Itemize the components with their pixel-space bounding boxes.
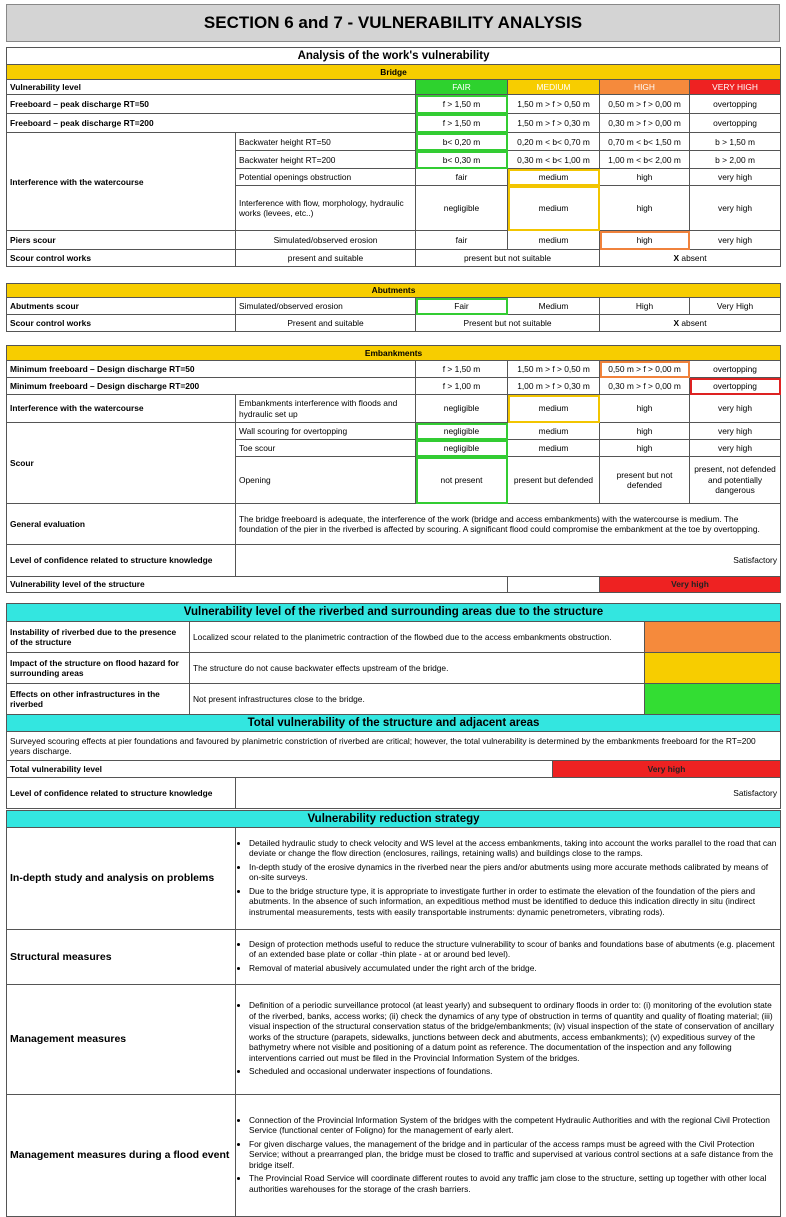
flow-label: Interference with flow, morphology, hydraulic works (levees, etc..) — [236, 186, 416, 231]
total-text: Surveyed scouring effects at pier foundations and favoured by planimetric constriction of riverbed are critical; however, the total vulnerability is determined by the embankments freeboard for the RT=200 years discharge. — [7, 732, 781, 761]
min200-high: 0,30 m > f > 0,00 m — [600, 378, 690, 395]
emb-interference-high: high — [600, 395, 690, 423]
level-high: HIGH — [600, 80, 690, 95]
piers-very-high: very high — [690, 231, 781, 250]
freeboard50-high: 0,50 m > f > 0,00 m — [600, 95, 690, 114]
strategy-flood-label: Management measures during a flood event — [7, 1095, 236, 1217]
freeboard200-medium: 1,50 m > f > 0,30 m — [508, 114, 600, 133]
backwater200-high: 1,00 m < b< 2,00 m — [600, 151, 690, 169]
piers-medium: medium — [508, 231, 600, 250]
strategy-management-bullet: • Definition of a periodic surveillance protocol (at least yearly) and subsequent to ordinary floods in order to: (i) monitoring of the evolution state of the riverbed, banks, access works; (ii) check the dynamics of any type of obstruction in terms of quantity and quality of floating material; (iii) visual inspection of the structural conservation status of the bridge/embankments; (iv) visual inspection of the state of conservation of ancillary works of the structure (parapets, sidewalks, junctions between deck and abutments, access embankments); (v) expeditious survey of the bathymetry where not visible and positioning of a datum point as reference. The documentation of the inspection and any following interventions carried out must be filed in the Provincial Information System of the bridges. — [249, 1000, 777, 1063]
strategy-flood-content — [236, 1095, 781, 1217]
abutments-very-high: Very High — [690, 298, 781, 315]
strategy-management-label: Management measures — [7, 985, 236, 1095]
freeboard50-fair: f > 1,50 m — [416, 95, 508, 114]
abutments-header: Abutments — [7, 284, 781, 298]
min200-very-high: overtopping — [690, 378, 781, 395]
emb-interference-very-high: very high — [690, 395, 781, 423]
min200-label: Minimum freeboard – Design discharge RT=200 — [7, 378, 416, 395]
abutments-high: High — [600, 298, 690, 315]
strategy-study-bullet: • Due to the bridge structure type, it is appropriate to investigate further in order to estimate the elevation of the foundation of the piers and abutments. In the absence of such information, an expeditious method must be identified to deduce this indication directly in situ (indirect instrumental measurements, tests with easily transportable instruments: dynamic penetrometers, vibrating rods). — [249, 886, 777, 918]
toe-very-high: very high — [690, 440, 781, 457]
riverbed-effects-label: Effects on other infrastructures in the riverbed — [7, 684, 190, 715]
min50-medium: 1,50 m > f > 0,50 m — [508, 361, 600, 378]
total-confidence-value: Satisfactory — [236, 778, 781, 809]
openings-fair: fair — [416, 169, 508, 186]
flow-very-high: very high — [690, 186, 781, 231]
abutments-scour-sub: Simulated/observed erosion — [236, 298, 416, 315]
strategy-structural-content — [236, 930, 781, 985]
strategy-structural-bullet: • Removal of material abusively accumulated under the right arch of the bridge. — [249, 963, 777, 974]
emb-interference-fair: negligible — [416, 395, 508, 423]
strategy-study-bullet: • In-depth study of the erosive dynamics in the riverbed near the piers and/or abutments using more accurate methods calibrated by means of on-site surveys. — [249, 862, 777, 883]
opening-label: Opening — [236, 457, 416, 504]
freeboard200-high: 0,30 m > f > 0,00 m — [600, 114, 690, 133]
piers-fair: fair — [416, 231, 508, 250]
riverbed-effects-text: Not present infrastructures close to the bridge. — [190, 684, 645, 715]
strategy-management-content — [236, 985, 781, 1095]
general-evaluation-text: The bridge freeboard is adequate, the interference of the work (bridge and access embankments) with the watercourse is medium. The foundation of the pier in the riverbed is affected by scouring. A significant flood could compromise the embankment at the toe by overtopping. — [236, 504, 781, 545]
total-level-value: Very high — [553, 761, 781, 778]
min50-very-high: overtopping — [690, 361, 781, 378]
riverbed-impact-swatch — [645, 653, 781, 684]
min50-fair: f > 1,50 m — [416, 361, 508, 378]
opening-high: present but not defended — [600, 457, 690, 504]
freeboard200-fair: f > 1,50 m — [416, 114, 508, 133]
level-medium: MEDIUM — [508, 80, 600, 95]
opening-medium: present but defended — [508, 457, 600, 504]
freeboard200-label: Freeboard – peak discharge RT=200 — [7, 114, 416, 133]
backwater50-label: Backwater height RT=50 — [236, 133, 416, 151]
total-header: Total vulnerability of the structure and adjacent areas — [7, 715, 781, 732]
opening-very-high: present, not defended and potentially dangerous — [690, 457, 781, 504]
riverbed-impact-label: Impact of the structure on flood hazard for surrounding areas — [7, 653, 190, 684]
analysis-header: Analysis of the work's vulnerability — [7, 48, 781, 65]
emb-interference-sub: Embankments interference with floods and hydraulic set up — [236, 395, 416, 423]
strategy-study-bullet: • Detailed hydraulic study to check velocity and WS level at the access embankments, taking into account the works parallel to the road that can deviate or change the flow direction (enclosures, railings, retaining walls) and buildings close to the ramps. — [249, 838, 777, 859]
abutments-works-a: Present and suitable — [236, 315, 416, 332]
total-level-label: Total vulnerability level — [7, 761, 553, 778]
scour-works-x: X — [673, 253, 680, 264]
piers-high: high — [600, 231, 690, 250]
embankments-header: Embankments — [7, 346, 781, 361]
interference-label: Interference with the watercourse — [7, 133, 236, 231]
page-title: SECTION 6 and 7 - VULNERABILITY ANALYSIS — [6, 4, 780, 42]
abutments-works-c — [600, 315, 781, 332]
opening-fair: not present — [416, 457, 508, 504]
flow-fair: negligible — [416, 186, 508, 231]
openings-medium: medium — [508, 169, 600, 186]
riverbed-instability-swatch — [645, 622, 781, 653]
structure-vuln-label: Vulnerability level of the structure — [7, 577, 508, 593]
freeboard200-very-high: overtopping — [690, 114, 781, 133]
freeboard50-very-high: overtopping — [690, 95, 781, 114]
confidence-value: Satisfactory — [236, 545, 781, 577]
vulnerability-level-label: Vulnerability level — [7, 80, 416, 95]
level-very-high: VERY HIGH — [690, 80, 781, 95]
backwater200-fair: b< 0,30 m — [416, 151, 508, 169]
scour-works-a: present and suitable — [236, 250, 416, 267]
strategy-header: Vulnerability reduction strategy — [7, 811, 781, 828]
riverbed-instability-text: Localized scour related to the planimetric contraction of the flowbed due to the access embankments obstruction. — [190, 622, 645, 653]
backwater200-label: Backwater height RT=200 — [236, 151, 416, 169]
wall-label: Wall scouring for overtopping — [236, 423, 416, 440]
abutments-works-absent: absent — [681, 317, 707, 328]
toe-fair: negligible — [416, 440, 508, 457]
toe-label: Toe scour — [236, 440, 416, 457]
openings-very-high: very high — [690, 169, 781, 186]
abutments-works-b: Present but not suitable — [416, 315, 600, 332]
scour-works-absent: absent — [681, 253, 707, 264]
bridge-header: Bridge — [7, 65, 781, 80]
freeboard50-label: Freeboard – peak discharge RT=50 — [7, 95, 416, 114]
abutments-works-x: X — [673, 317, 680, 328]
backwater50-fair: b< 0,20 m — [416, 133, 508, 151]
level-fair: FAIR — [416, 80, 508, 95]
min200-fair: f > 1,00 m — [416, 378, 508, 395]
toe-medium: medium — [508, 440, 600, 457]
backwater50-very-high: b > 1,50 m — [690, 133, 781, 151]
abutments-medium: Medium — [508, 298, 600, 315]
strategy-structural-label: Structural measures — [7, 930, 236, 985]
abutments-fair: Fair — [416, 298, 508, 315]
wall-high: high — [600, 423, 690, 440]
openings-label: Potential openings obstruction — [236, 169, 416, 186]
flow-high: high — [600, 186, 690, 231]
structure-vuln-value: Very high — [600, 577, 781, 593]
strategy-flood-bullet: • For given discharge values, the management of the bridge and in particular of the access ramps must be agreed with the Civil Protection Service; without a prearranged plan, the bridge must be closed to traffic and supervised at various control sections at a safe distance from the bridge itself. — [249, 1139, 777, 1171]
strategy-structural-bullet: • Design of protection methods useful to reduce the structure vulnerability to scour of banks and foundations base of abutments (e.g. placement of an extended base plate or collar -thin plate - at or around bed level). — [249, 939, 777, 960]
abutments-works-label: Scour control works — [7, 315, 236, 332]
structure-vuln-spacer — [508, 577, 600, 593]
piers-scour-label: Piers scour — [7, 231, 236, 250]
bridge-table — [6, 47, 781, 267]
riverbed-effects-swatch — [645, 684, 781, 715]
confidence-label: Level of confidence related to structure knowledge — [7, 545, 236, 577]
riverbed-instability-label: Instability of riverbed due to the presence of the structure — [7, 622, 190, 653]
riverbed-header: Vulnerability level of the riverbed and surrounding areas due to the structure — [7, 604, 781, 622]
strategy-flood-bullet: • Connection of the Provincial Information System of the bridges with the competent Hydraulic Authorities and with the regional Civil Protection Service (functional center of Foligno) for the management of early alert. — [249, 1115, 777, 1136]
strategy-study-label: In-depth study and analysis on problems — [7, 828, 236, 930]
wall-fair: negligible — [416, 423, 508, 440]
scour-works-c — [600, 250, 781, 267]
emb-scour-label: Scour — [7, 423, 236, 504]
emb-interference-medium: medium — [508, 395, 600, 423]
strategy-table — [6, 810, 781, 1217]
riverbed-impact-text: The structure do not cause backwater effects upstream of the bridge. — [190, 653, 645, 684]
embankments-table — [6, 345, 781, 593]
strategy-flood-bullet: • The Provincial Road Service will coordinate different routes to avoid any traffic jam close to the structure, setting up together with other local authorities warehouses for the storage of the crash barriers. — [249, 1173, 777, 1194]
scour-works-label: Scour control works — [7, 250, 236, 267]
wall-very-high: very high — [690, 423, 781, 440]
piers-scour-sub: Simulated/observed erosion — [236, 231, 416, 250]
scour-works-b: present but not suitable — [416, 250, 600, 267]
min200-medium: 1,00 m > f > 0,30 m — [508, 378, 600, 395]
total-confidence-label: Level of confidence related to structure knowledge — [7, 778, 236, 809]
abutments-table — [6, 283, 781, 332]
backwater50-medium: 0,20 m < b< 0,70 m — [508, 133, 600, 151]
min50-high: 0,50 m > f > 0,00 m — [600, 361, 690, 378]
openings-high: high — [600, 169, 690, 186]
flow-medium: medium — [508, 186, 600, 231]
backwater200-very-high: b > 2,00 m — [690, 151, 781, 169]
emb-interference-label: Interference with the watercourse — [7, 395, 236, 423]
general-evaluation-label: General evaluation — [7, 504, 236, 545]
backwater200-medium: 0,30 m < b< 1,00 m — [508, 151, 600, 169]
wall-medium: medium — [508, 423, 600, 440]
riverbed-table — [6, 603, 781, 715]
freeboard50-medium: 1,50 m > f > 0,50 m — [508, 95, 600, 114]
abutments-scour-label: Abutments scour — [7, 298, 236, 315]
total-table — [6, 714, 781, 809]
strategy-management-bullet: • Scheduled and occasional underwater inspections of foundations. — [249, 1066, 777, 1077]
min50-label: Minimum freeboard – Design discharge RT=50 — [7, 361, 416, 378]
strategy-study-content — [236, 828, 781, 930]
backwater50-high: 0,70 m < b< 1,50 m — [600, 133, 690, 151]
toe-high: high — [600, 440, 690, 457]
